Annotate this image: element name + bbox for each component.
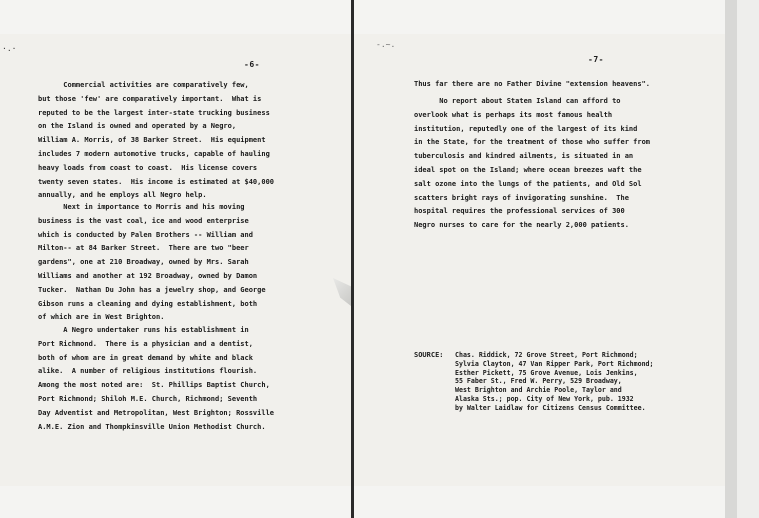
right-paragraph-1: Thus far there are no Father Divine "extension heavens". (414, 80, 651, 88)
page-gutter (351, 0, 354, 518)
scan-top-border (0, 0, 759, 34)
left-paragraph-3: A Negro undertaker runs his establishment in Port Richmond. There is a physician and a dentist, both of whom are in great demand by white and black alike. A number of religious institutions flourish. Among the most noted are: St. Phillips Baptist Church, Port Richmond; Shiloh M.E. Church, Richmond; Seventh Day Adventist and Metropolitan, West Brighton; Rossville A.M.E. Zion and Thompkinsville Union Methodist Church. (38, 326, 275, 431)
source-label: SOURCE: (414, 351, 444, 359)
right-paragraph-2: No report about Staten Island can afford to overlook what is perhaps its most famous health institution, reputedly one of the largest of its kind in the State, for the treatment of those who suffer from tuberculosis and kindred ailments, is situated in an ideal spot on the Island; where ocean breezes waft the salt ozone into the lungs of the patients, and Old Sol scatters bright rays of invigorating sunshine. The hospital requires the professional services of 300 Negro nurses to care for the nearly 2,000 patients. (414, 97, 651, 230)
margin-mark: ·.· (2, 44, 17, 53)
right-page-number: -7- (588, 55, 604, 64)
left-paragraph-1: Commercial activities are comparatively few, but those 'few' are comparatively important. What is reputed to be the largest inter-state trucking business on the Island is owned and operated by a Negro, William A. Morris, of 38 Barker Street. His equipment includes 7 modern automotive trucks, capable of hauling heavy loads from coast to coast. His license covers twenty seven states. His income is estimated at $40,000 annually, and he employs all Negro help. (38, 81, 275, 200)
right-page-edge-inner (737, 0, 759, 518)
left-paragraph-2: Next in importance to Morris and his moving business is the vast coal, ice and wood enterprise which is conducted by Palen Brothers -- William and Milton-- at 84 Barker Street. There are two "beer gardens", one at 210 Broadway, owned by Mrs. Sarah Williams and another at 192 Broadway, owned by Damon Tucker. Nathan Du John has a jewelry shop, and George Gibson runs a cleaning and dying establishment, both of which are in West Brighton. (38, 203, 266, 322)
scan-bottom-border (0, 486, 759, 518)
left-page-number: -6- (244, 60, 260, 69)
ink-smudge: -.~. (376, 40, 396, 49)
source-citation: Chas. Riddick, 72 Grove Street, Port Richmond; Sylvia Clayton, 47 Van Ripper Park, Port Richmond; Esther Pickett, 75 Grove Avenue, Lois Jenkins, 55 Faber St., Fred W. Perry, 529 Broadway, West Brighton and Archie Poole, Taylor and Alaska Sts.; pop. City of New York, pub. 1932 by Walter Laidlaw for Citizens Census Committee. (455, 351, 654, 412)
